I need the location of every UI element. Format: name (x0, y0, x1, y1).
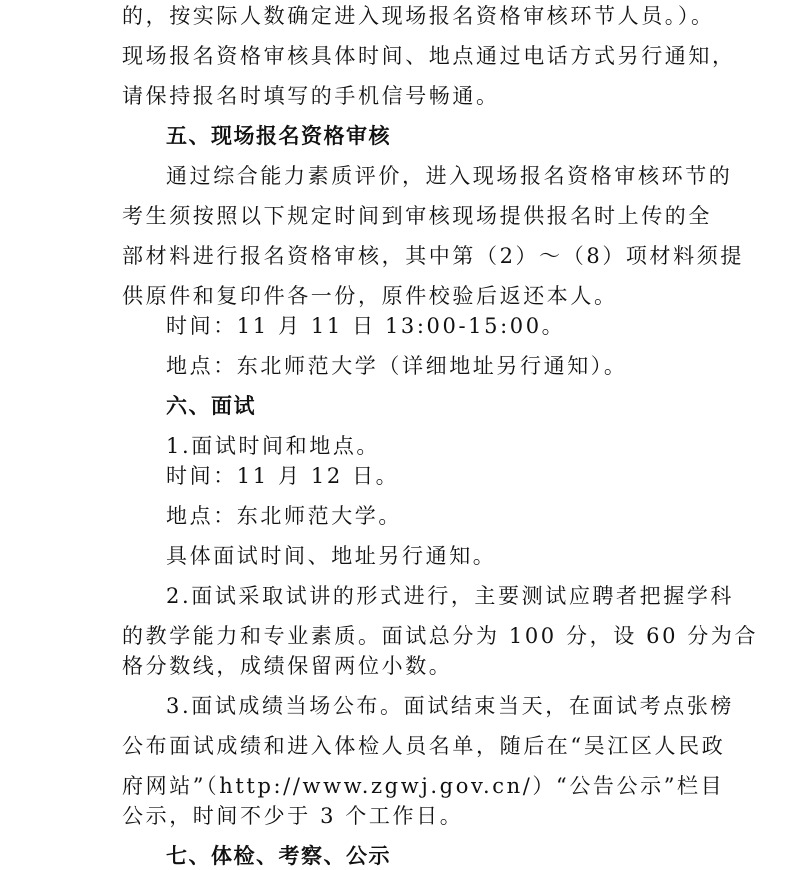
paragraph-line: 供原件和复印件各一份，原件校验后返还本人。 (122, 284, 618, 308)
paragraph-line: 公布面试成绩和进入体检人员名单，随后在“吴江区人民政 (122, 734, 726, 758)
paragraph-line: 的教学能力和专业素质。面试总分为 100 分，设 60 分为合 (122, 624, 759, 648)
paragraph-line: 通过综合能力素质评价，进入现场报名资格审核环节的 (166, 164, 733, 188)
paragraph-line: 具体面试时间、地址另行通知。 (166, 544, 497, 568)
section-heading-five: 五、现场报名资格审核 (166, 124, 391, 148)
paragraph-line: 请保持报名时填写的手机信号畅通。 (122, 84, 500, 108)
paragraph-line: 3.面试成绩当场公布。面试结束当天，在面试考点张榜 (166, 694, 735, 718)
paragraph-line: 的，按实际人数确定进入现场报名资格审核环节人员。）。 (122, 4, 715, 28)
paragraph-line: 2.面试采取试讲的形式进行，主要测试应聘者把握学科 (166, 584, 735, 608)
paragraph-line: 公示，时间不少于 3 个工作日。 (122, 804, 464, 828)
paragraph-line: 地点：东北师范大学（详细地址另行通知）。 (166, 354, 628, 378)
paragraph-line: 时间：11 月 11 日 13:00-15:00。 (166, 314, 566, 338)
section-heading-six: 六、面试 (166, 394, 256, 418)
paragraph-line: 现场报名资格审核具体时间、地点通过电话方式另行通知， (122, 44, 736, 68)
section-heading-seven: 七、体检、考察、公示 (166, 844, 391, 868)
paragraph-line: 时间：11 月 12 日。 (166, 464, 400, 488)
paragraph-line: 考生须按照以下规定时间到审核现场提供报名时上传的全 (122, 204, 712, 228)
paragraph-line: 1.面试时间和地点。 (166, 434, 381, 458)
paragraph-line: 部材料进行报名资格审核，其中第（2）～（8）项材料须提 (122, 244, 744, 268)
paragraph-line: 地点：东北师范大学。 (166, 504, 402, 528)
paragraph-line: 府网站”（http://www.zgwj.gov.cn/）“公告公示”栏目 (122, 774, 725, 798)
paragraph-line: 格分数线，成绩保留两位小数。 (122, 654, 453, 678)
